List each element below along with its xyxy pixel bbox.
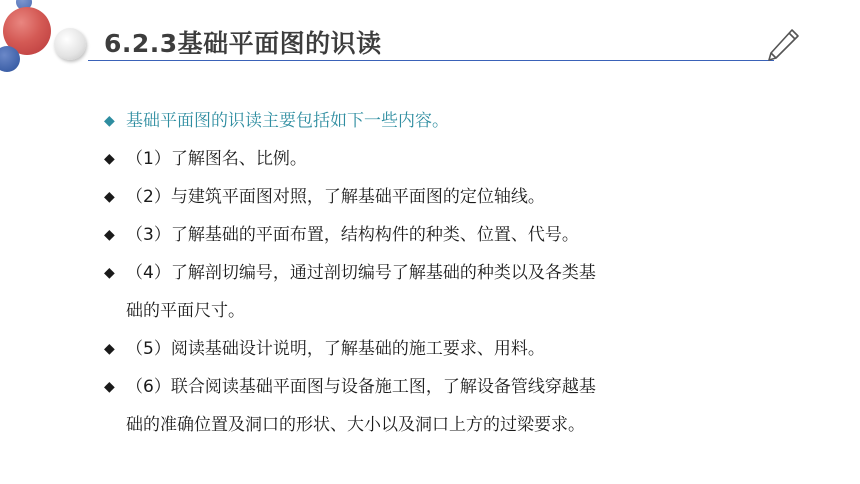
list-item-text: （4）了解剖切编号，通过剖切编号了解基础的种类以及各类基	[126, 263, 596, 283]
list-item-text: （6）联合阅读基础平面图与设备施工图，了解设备管线穿越基	[126, 377, 596, 397]
content-list	[104, 110, 744, 452]
decor-circle-blue	[0, 46, 20, 72]
list-item-text-block	[126, 376, 744, 436]
intro-item	[104, 110, 744, 132]
list-item-text: （2）与建筑平面图对照，了解基础平面图的定位轴线。	[126, 187, 545, 207]
diamond-bullet-icon: ◆	[104, 341, 115, 357]
slide-title: 6.2.3基础平面图的识读	[104, 29, 382, 58]
list-item	[104, 376, 744, 436]
list-item	[104, 224, 744, 246]
title-underline	[88, 60, 774, 61]
decor-circle-gray	[54, 28, 86, 60]
diamond-bullet-icon: ◆	[104, 227, 115, 243]
list-item-text: （3）了解基础的平面布置，结构构件的种类、位置、代号。	[126, 225, 579, 245]
list-item	[104, 338, 744, 360]
diamond-bullet-icon: ◆	[104, 265, 115, 281]
diamond-bullet-icon: ◆	[104, 113, 115, 129]
list-item	[104, 148, 744, 170]
list-item-continuation: 础的准确位置及洞口的形状、大小以及洞口上方的过梁要求。	[126, 415, 585, 435]
intro-text: 基础平面图的识读主要包括如下一些内容。	[126, 111, 449, 131]
list-item-text-block	[126, 262, 744, 322]
pen-icon	[762, 26, 802, 66]
list-item	[104, 186, 744, 208]
list-item-text: （5）阅读基础设计说明，了解基础的施工要求、用料。	[126, 339, 545, 359]
list-item-text: （1）了解图名、比例。	[126, 149, 307, 169]
diamond-bullet-icon: ◆	[104, 151, 115, 167]
list-item	[104, 262, 744, 322]
diamond-bullet-icon: ◆	[104, 379, 115, 395]
list-item-continuation: 础的平面尺寸。	[126, 301, 245, 321]
diamond-bullet-icon: ◆	[104, 189, 115, 205]
